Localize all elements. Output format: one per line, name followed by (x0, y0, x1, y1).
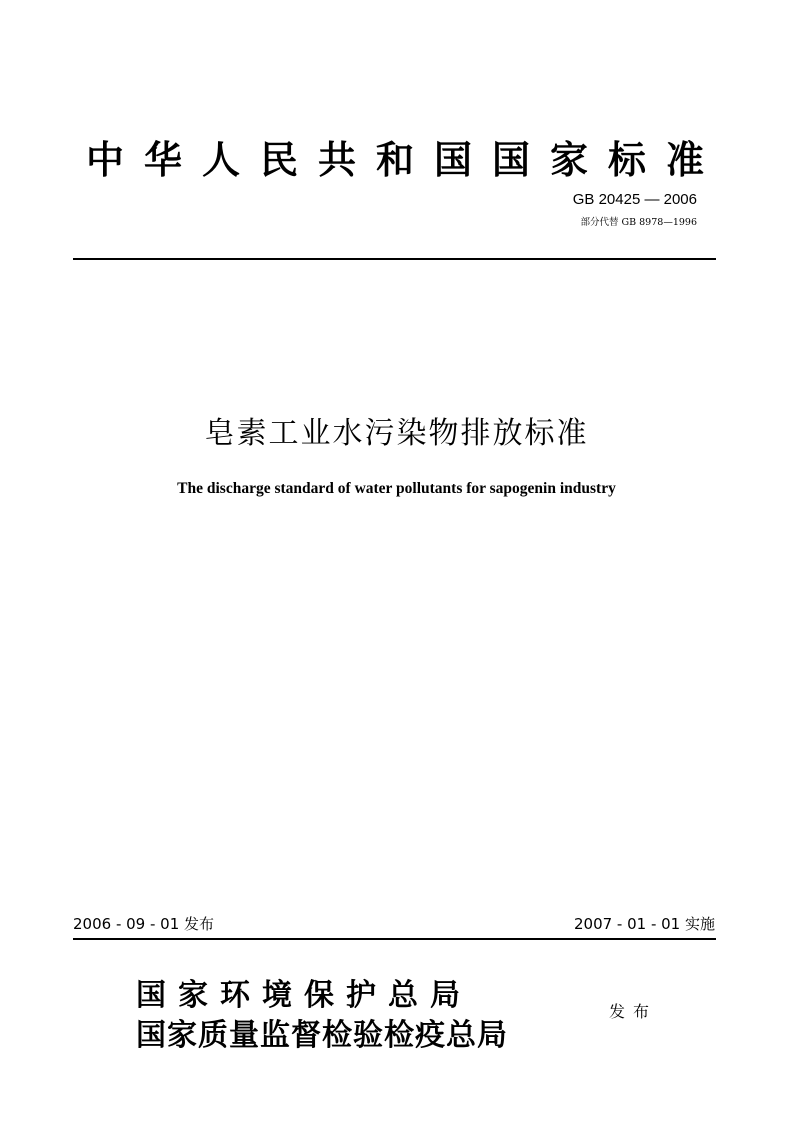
top-divider (73, 258, 716, 260)
publish-label: 发布 (609, 1002, 658, 1021)
issuer-quality-inspection-administration: 国家质量监督检验检疫总局 (136, 1018, 508, 1053)
replaces-note: 部分代替 GB 8978—1996 (580, 217, 697, 228)
issuer-environment-administration: 国家环境保护总局 (136, 978, 472, 1013)
bottom-divider (73, 938, 716, 940)
document-title-chinese: 皂素工业水污染物排放标准 (204, 416, 589, 451)
document-title-english: The discharge standard of water pollutants for sapogenin industry (177, 480, 616, 497)
country-standard-heading: 中华人民共和国国家标准 (86, 137, 725, 182)
issue-date: 2006 - 09 - 01 发布 (73, 915, 215, 933)
standard-code: GB 20425 — 2006 (572, 191, 697, 208)
implementation-date: 2007 - 01 - 01 实施 (573, 915, 715, 933)
